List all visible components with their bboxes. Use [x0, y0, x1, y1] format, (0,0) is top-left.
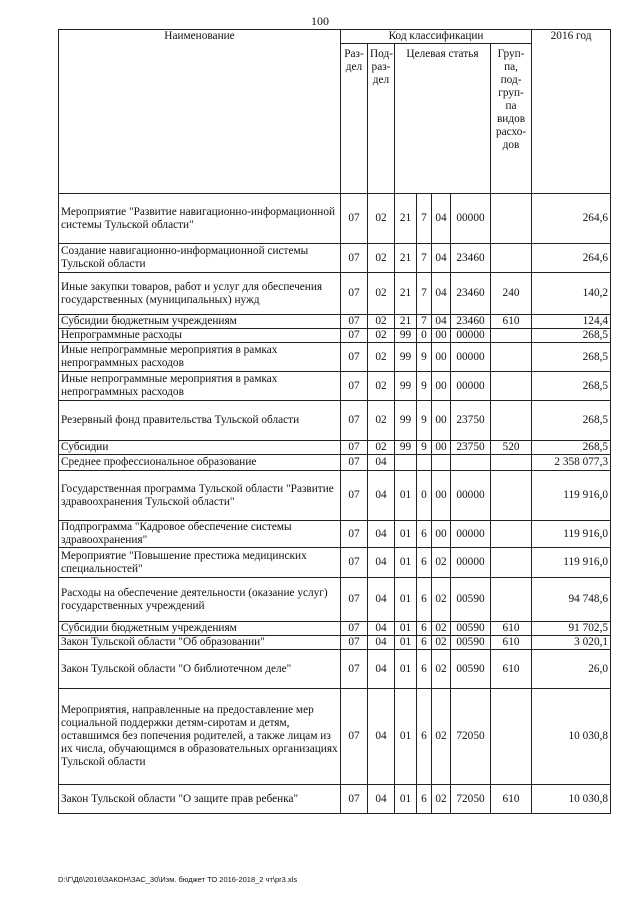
row-subsection: 02	[368, 441, 395, 455]
row-expense-type: 610	[491, 622, 532, 636]
row-target-subprogram: 7	[417, 315, 432, 329]
row-target-measure: 02	[432, 578, 451, 622]
row-target-measure: 02	[432, 785, 451, 814]
row-target-direction: 00000	[451, 471, 491, 521]
row-subsection: 04	[368, 785, 395, 814]
row-name: Мероприятие "Развитие навигационно-информационной системы Тульской области"	[59, 194, 341, 244]
col-classification-header: Код классификации	[341, 30, 532, 44]
row-name: Иные непрограммные мероприятия в рамках непрограммных расходов	[59, 372, 341, 401]
row-expense-type	[491, 244, 532, 273]
table-row	[59, 521, 611, 548]
row-target-program: 99	[395, 401, 417, 441]
col-subsection-header: Под-раз-дел	[368, 44, 395, 194]
table-row	[59, 329, 611, 343]
table-row	[59, 343, 611, 372]
file-path-footer: D:\Г\Д6\2016\ЗАКОН\ЗАС_30\Изм. бюджет ТО 2016-2018_2 чт\pr3.xls	[58, 875, 298, 884]
row-section: 07	[341, 785, 368, 814]
row-target-subprogram: 7	[417, 273, 432, 315]
row-target-measure: 02	[432, 548, 451, 578]
row-target-program: 01	[395, 622, 417, 636]
row-expense-type: 610	[491, 785, 532, 814]
row-target-program	[395, 455, 417, 471]
table-row	[59, 441, 611, 455]
row-target-direction: 23750	[451, 441, 491, 455]
row-target-direction: 00000	[451, 548, 491, 578]
table-row	[59, 372, 611, 401]
row-amount: 91 702,5	[532, 622, 611, 636]
row-target-program: 99	[395, 441, 417, 455]
row-section: 07	[341, 471, 368, 521]
row-target-program: 01	[395, 471, 417, 521]
row-section: 07	[341, 329, 368, 343]
row-section: 07	[341, 401, 368, 441]
row-target-measure: 00	[432, 521, 451, 548]
row-expense-type	[491, 329, 532, 343]
row-target-direction	[451, 455, 491, 471]
row-target-measure: 04	[432, 194, 451, 244]
row-target-measure: 00	[432, 343, 451, 372]
row-section: 07	[341, 194, 368, 244]
row-amount: 264,6	[532, 244, 611, 273]
table-row	[59, 401, 611, 441]
table-row	[59, 315, 611, 329]
row-amount: 26,0	[532, 650, 611, 689]
row-target-subprogram: 0	[417, 329, 432, 343]
row-subsection: 04	[368, 548, 395, 578]
row-subsection: 04	[368, 521, 395, 548]
row-name: Мероприятие "Повышение престижа медицинских специальностей"	[59, 548, 341, 578]
row-target-measure: 00	[432, 401, 451, 441]
row-section: 07	[341, 521, 368, 548]
row-target-measure: 00	[432, 441, 451, 455]
row-amount: 268,5	[532, 343, 611, 372]
row-target-subprogram: 9	[417, 372, 432, 401]
row-name: Расходы на обеспечение деятельности (оказание услуг) государственных учреждений	[59, 578, 341, 622]
row-section: 07	[341, 441, 368, 455]
row-amount: 10 030,8	[532, 785, 611, 814]
row-target-direction: 00000	[451, 372, 491, 401]
header-row-top	[59, 30, 611, 44]
row-target-direction: 00000	[451, 343, 491, 372]
row-target-measure: 02	[432, 636, 451, 650]
row-subsection: 04	[368, 455, 395, 471]
row-name: Субсидии бюджетным учреждениям	[59, 315, 341, 329]
row-target-measure: 04	[432, 244, 451, 273]
row-amount: 119 916,0	[532, 471, 611, 521]
row-amount: 124,4	[532, 315, 611, 329]
row-target-subprogram: 6	[417, 785, 432, 814]
row-name: Создание навигационно-информационной системы Тульской области	[59, 244, 341, 273]
row-subsection: 04	[368, 689, 395, 785]
row-section: 07	[341, 650, 368, 689]
row-target-direction: 23460	[451, 273, 491, 315]
row-expense-type	[491, 521, 532, 548]
table-row	[59, 471, 611, 521]
row-section: 07	[341, 622, 368, 636]
row-name: Иные непрограммные мероприятия в рамках непрограммных расходов	[59, 343, 341, 372]
row-amount: 268,5	[532, 441, 611, 455]
table-row	[59, 194, 611, 244]
col-year-header: 2016 год	[532, 30, 611, 194]
row-target-program: 01	[395, 636, 417, 650]
table-row	[59, 578, 611, 622]
row-target-subprogram: 9	[417, 441, 432, 455]
row-target-direction: 00590	[451, 578, 491, 622]
row-section: 07	[341, 273, 368, 315]
row-target-program: 01	[395, 578, 417, 622]
row-section: 07	[341, 636, 368, 650]
row-section: 07	[341, 548, 368, 578]
table-row	[59, 273, 611, 315]
row-amount: 3 020,1	[532, 636, 611, 650]
row-subsection: 02	[368, 273, 395, 315]
row-name: Резервный фонд правительства Тульской области	[59, 401, 341, 441]
col-group-header: Груп-па, под-груп-па видов расхо-дов	[491, 44, 532, 194]
row-target-direction: 00000	[451, 329, 491, 343]
row-target-subprogram: 6	[417, 650, 432, 689]
row-subsection: 02	[368, 315, 395, 329]
row-name: Подпрограмма "Кадровое обеспечение системы здравоохранения"	[59, 521, 341, 548]
row-target-measure: 04	[432, 315, 451, 329]
row-subsection: 02	[368, 244, 395, 273]
row-target-program: 01	[395, 785, 417, 814]
row-section: 07	[341, 244, 368, 273]
col-target-header: Целевая статья	[395, 44, 491, 194]
row-target-direction: 00590	[451, 636, 491, 650]
row-target-measure	[432, 455, 451, 471]
row-expense-type	[491, 372, 532, 401]
row-target-program: 21	[395, 194, 417, 244]
row-name: Субсидии	[59, 441, 341, 455]
row-target-subprogram: 6	[417, 548, 432, 578]
row-expense-type	[491, 548, 532, 578]
row-subsection: 02	[368, 194, 395, 244]
row-expense-type	[491, 689, 532, 785]
row-section: 07	[341, 315, 368, 329]
row-amount: 119 916,0	[532, 548, 611, 578]
row-name: Государственная программа Тульской области "Развитие здравоохранения Тульской области"	[59, 471, 341, 521]
row-amount: 268,5	[532, 401, 611, 441]
row-target-measure: 02	[432, 689, 451, 785]
row-amount: 94 748,6	[532, 578, 611, 622]
row-target-subprogram: 6	[417, 578, 432, 622]
row-section: 07	[341, 372, 368, 401]
row-target-program: 01	[395, 650, 417, 689]
row-target-program: 21	[395, 273, 417, 315]
col-section-header: Раз-дел	[341, 44, 368, 194]
row-expense-type	[491, 578, 532, 622]
row-target-subprogram: 6	[417, 689, 432, 785]
row-target-direction: 23460	[451, 315, 491, 329]
row-target-measure: 00	[432, 471, 451, 521]
row-target-subprogram: 6	[417, 521, 432, 548]
table-row	[59, 548, 611, 578]
row-name: Среднее профессиональное образование	[59, 455, 341, 471]
row-section: 07	[341, 578, 368, 622]
row-expense-type: 610	[491, 636, 532, 650]
row-target-measure: 00	[432, 372, 451, 401]
row-name: Закон Тульской области "О библиотечном деле"	[59, 650, 341, 689]
row-target-program: 99	[395, 372, 417, 401]
row-target-subprogram	[417, 455, 432, 471]
row-expense-type: 520	[491, 441, 532, 455]
row-amount: 264,6	[532, 194, 611, 244]
row-target-direction: 00000	[451, 194, 491, 244]
row-target-subprogram: 7	[417, 194, 432, 244]
row-subsection: 04	[368, 636, 395, 650]
row-name: Закон Тульской области "Об образовании"	[59, 636, 341, 650]
table-row	[59, 785, 611, 814]
table-row	[59, 636, 611, 650]
row-expense-type	[491, 401, 532, 441]
row-amount: 268,5	[532, 329, 611, 343]
row-target-subprogram: 9	[417, 401, 432, 441]
row-target-program: 99	[395, 329, 417, 343]
row-section: 07	[341, 343, 368, 372]
row-amount: 140,2	[532, 273, 611, 315]
row-target-direction: 00590	[451, 650, 491, 689]
table-row	[59, 622, 611, 636]
table-row	[59, 455, 611, 471]
row-expense-type: 240	[491, 273, 532, 315]
row-target-subprogram: 6	[417, 636, 432, 650]
row-target-direction: 72050	[451, 689, 491, 785]
row-target-direction: 00000	[451, 521, 491, 548]
row-target-program: 01	[395, 689, 417, 785]
row-amount: 10 030,8	[532, 689, 611, 785]
row-target-program: 01	[395, 548, 417, 578]
row-target-direction: 00590	[451, 622, 491, 636]
row-name: Иные закупки товаров, работ и услуг для обеспечения государственных (муниципальных) нужд	[59, 273, 341, 315]
row-expense-type	[491, 343, 532, 372]
row-amount: 2 358 077,3	[532, 455, 611, 471]
row-name: Мероприятия, направленные на предоставление мер социальной поддержки детям-сиротам и детям, оставшимся без попечения родителей, а также лицам из их числа, обучающимся в образовательных организациях Тульской области	[59, 689, 341, 785]
row-target-measure: 02	[432, 622, 451, 636]
row-target-measure: 02	[432, 650, 451, 689]
col-name-header: Наименование	[59, 30, 341, 194]
row-target-subprogram: 0	[417, 471, 432, 521]
row-name: Закон Тульской области "О защите прав ребенка"	[59, 785, 341, 814]
row-target-program: 01	[395, 521, 417, 548]
row-expense-type	[491, 194, 532, 244]
row-subsection: 04	[368, 650, 395, 689]
row-subsection: 04	[368, 578, 395, 622]
table-body	[59, 194, 611, 814]
row-subsection: 04	[368, 622, 395, 636]
table-row	[59, 244, 611, 273]
budget-table	[58, 29, 611, 814]
row-expense-type	[491, 455, 532, 471]
row-target-measure: 00	[432, 329, 451, 343]
row-amount: 119 916,0	[532, 521, 611, 548]
row-subsection: 02	[368, 401, 395, 441]
page-number: 100	[311, 14, 329, 28]
row-target-measure: 04	[432, 273, 451, 315]
row-target-subprogram: 7	[417, 244, 432, 273]
row-target-direction: 72050	[451, 785, 491, 814]
row-target-direction: 23750	[451, 401, 491, 441]
table-row	[59, 650, 611, 689]
row-target-program: 21	[395, 244, 417, 273]
row-subsection: 02	[368, 343, 395, 372]
row-target-program: 21	[395, 315, 417, 329]
table-row	[59, 689, 611, 785]
row-expense-type	[491, 471, 532, 521]
row-expense-type: 610	[491, 315, 532, 329]
row-name: Субсидии бюджетным учреждениям	[59, 622, 341, 636]
row-name: Непрограммные расходы	[59, 329, 341, 343]
row-subsection: 02	[368, 329, 395, 343]
row-amount: 268,5	[532, 372, 611, 401]
row-section: 07	[341, 455, 368, 471]
row-target-subprogram: 9	[417, 343, 432, 372]
row-target-direction: 23460	[451, 244, 491, 273]
row-expense-type: 610	[491, 650, 532, 689]
row-subsection: 02	[368, 372, 395, 401]
row-section: 07	[341, 689, 368, 785]
row-target-subprogram: 6	[417, 622, 432, 636]
row-target-program: 99	[395, 343, 417, 372]
row-subsection: 04	[368, 471, 395, 521]
